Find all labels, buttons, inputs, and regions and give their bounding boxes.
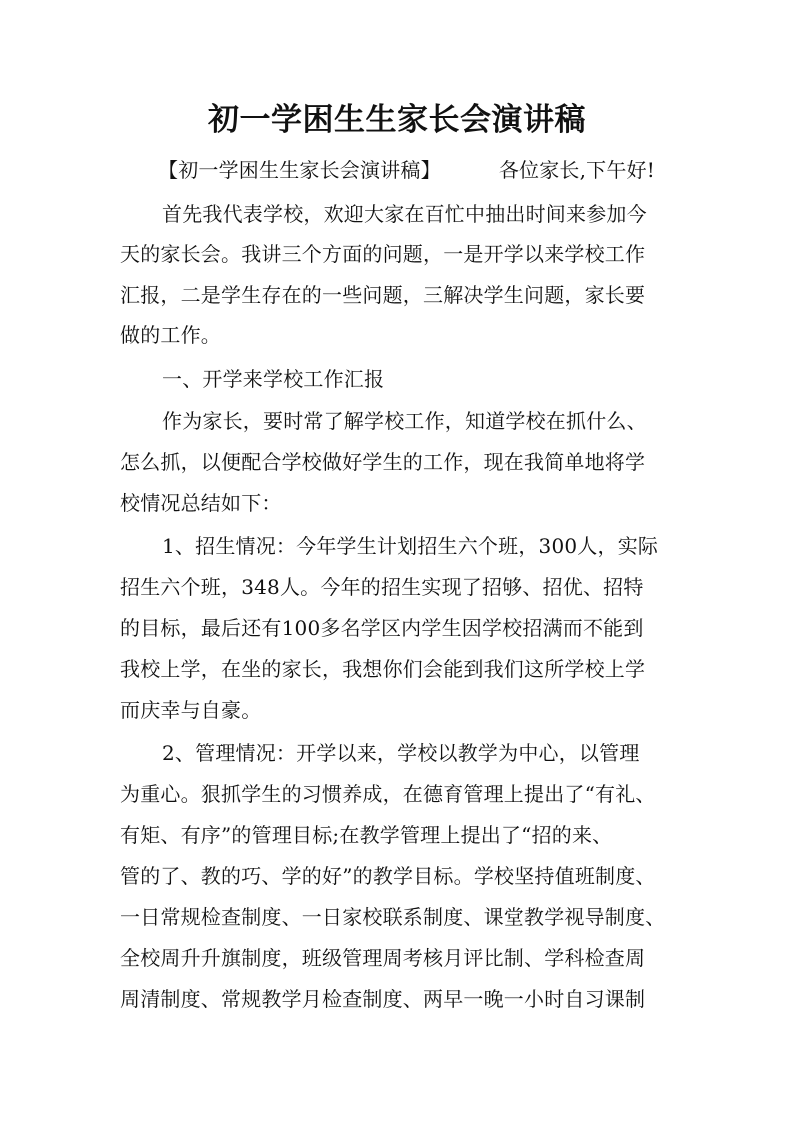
paragraph-line: 作为家长，要时常了解学校工作，知道学校在抓什么、 <box>162 409 647 433</box>
paragraph-line: 全校周升升旗制度，班级管理周考核月评比制、学科检查周 <box>120 946 646 970</box>
paragraph-line: 汇报，二是学生存在的一些问题，三解决学生问题，家长要 <box>120 283 646 307</box>
paragraph-line: 管的了、教的巧、学的好”的教学目标。学校坚持值班制度、 <box>120 864 656 888</box>
paragraph-line: 怎么抓，以便配合学校做好学生的工作，现在我简单地将学 <box>120 450 646 474</box>
paragraph-line: 做的工作。 <box>120 323 221 347</box>
paragraph-line: 而庆幸与自豪。 <box>120 698 262 722</box>
paragraph-line: 一日常规检查制度、一日家校联系制度、课堂教学视导制度、 <box>120 905 666 929</box>
paragraph-line: 有矩、有序”的管理目标;在教学管理上提出了“招的来、 <box>120 823 613 847</box>
paragraph-line: 1、招生情况：今年学生计划招生六个班，300人，实际 <box>162 534 659 558</box>
paragraph-line: 首先我代表学校，欢迎大家在百忙中抽出时间来参加今 <box>162 202 647 226</box>
paragraph-line: 天的家长会。我讲三个方面的问题，一是开学以来学校工作 <box>120 242 646 266</box>
greeting: 各位家长,下午好! <box>498 158 656 182</box>
paragraph-line: 校情况总结如下： <box>120 491 282 515</box>
paragraph-line: 招生六个班，348人。今年的招生实现了招够、招优、招特 <box>120 575 644 599</box>
paragraph-line: 周清制度、常规教学月检查制度、两早一晚一小时自习课制 <box>120 987 646 1011</box>
bracket-title: 【初一学困生生家长会演讲稿】 <box>158 158 441 182</box>
section-heading: 一、开学来学校工作汇报 <box>162 367 385 391</box>
document-title: 初一学困生生家长会演讲稿 <box>208 102 586 138</box>
paragraph-line: 的目标，最后还有100多名学区内学生因学校招满而不能到 <box>120 616 644 640</box>
paragraph-line: 2、管理情况：开学以来，学校以教学为中心，以管理 <box>162 741 640 765</box>
paragraph-line: 为重心。狠抓学生的习惯养成，在德育管理上提出了“有礼、 <box>120 782 656 806</box>
intro-line <box>158 156 655 184</box>
paragraph-line: 我校上学，在坐的家长，我想你们会能到我们这所学校上学 <box>120 657 646 681</box>
